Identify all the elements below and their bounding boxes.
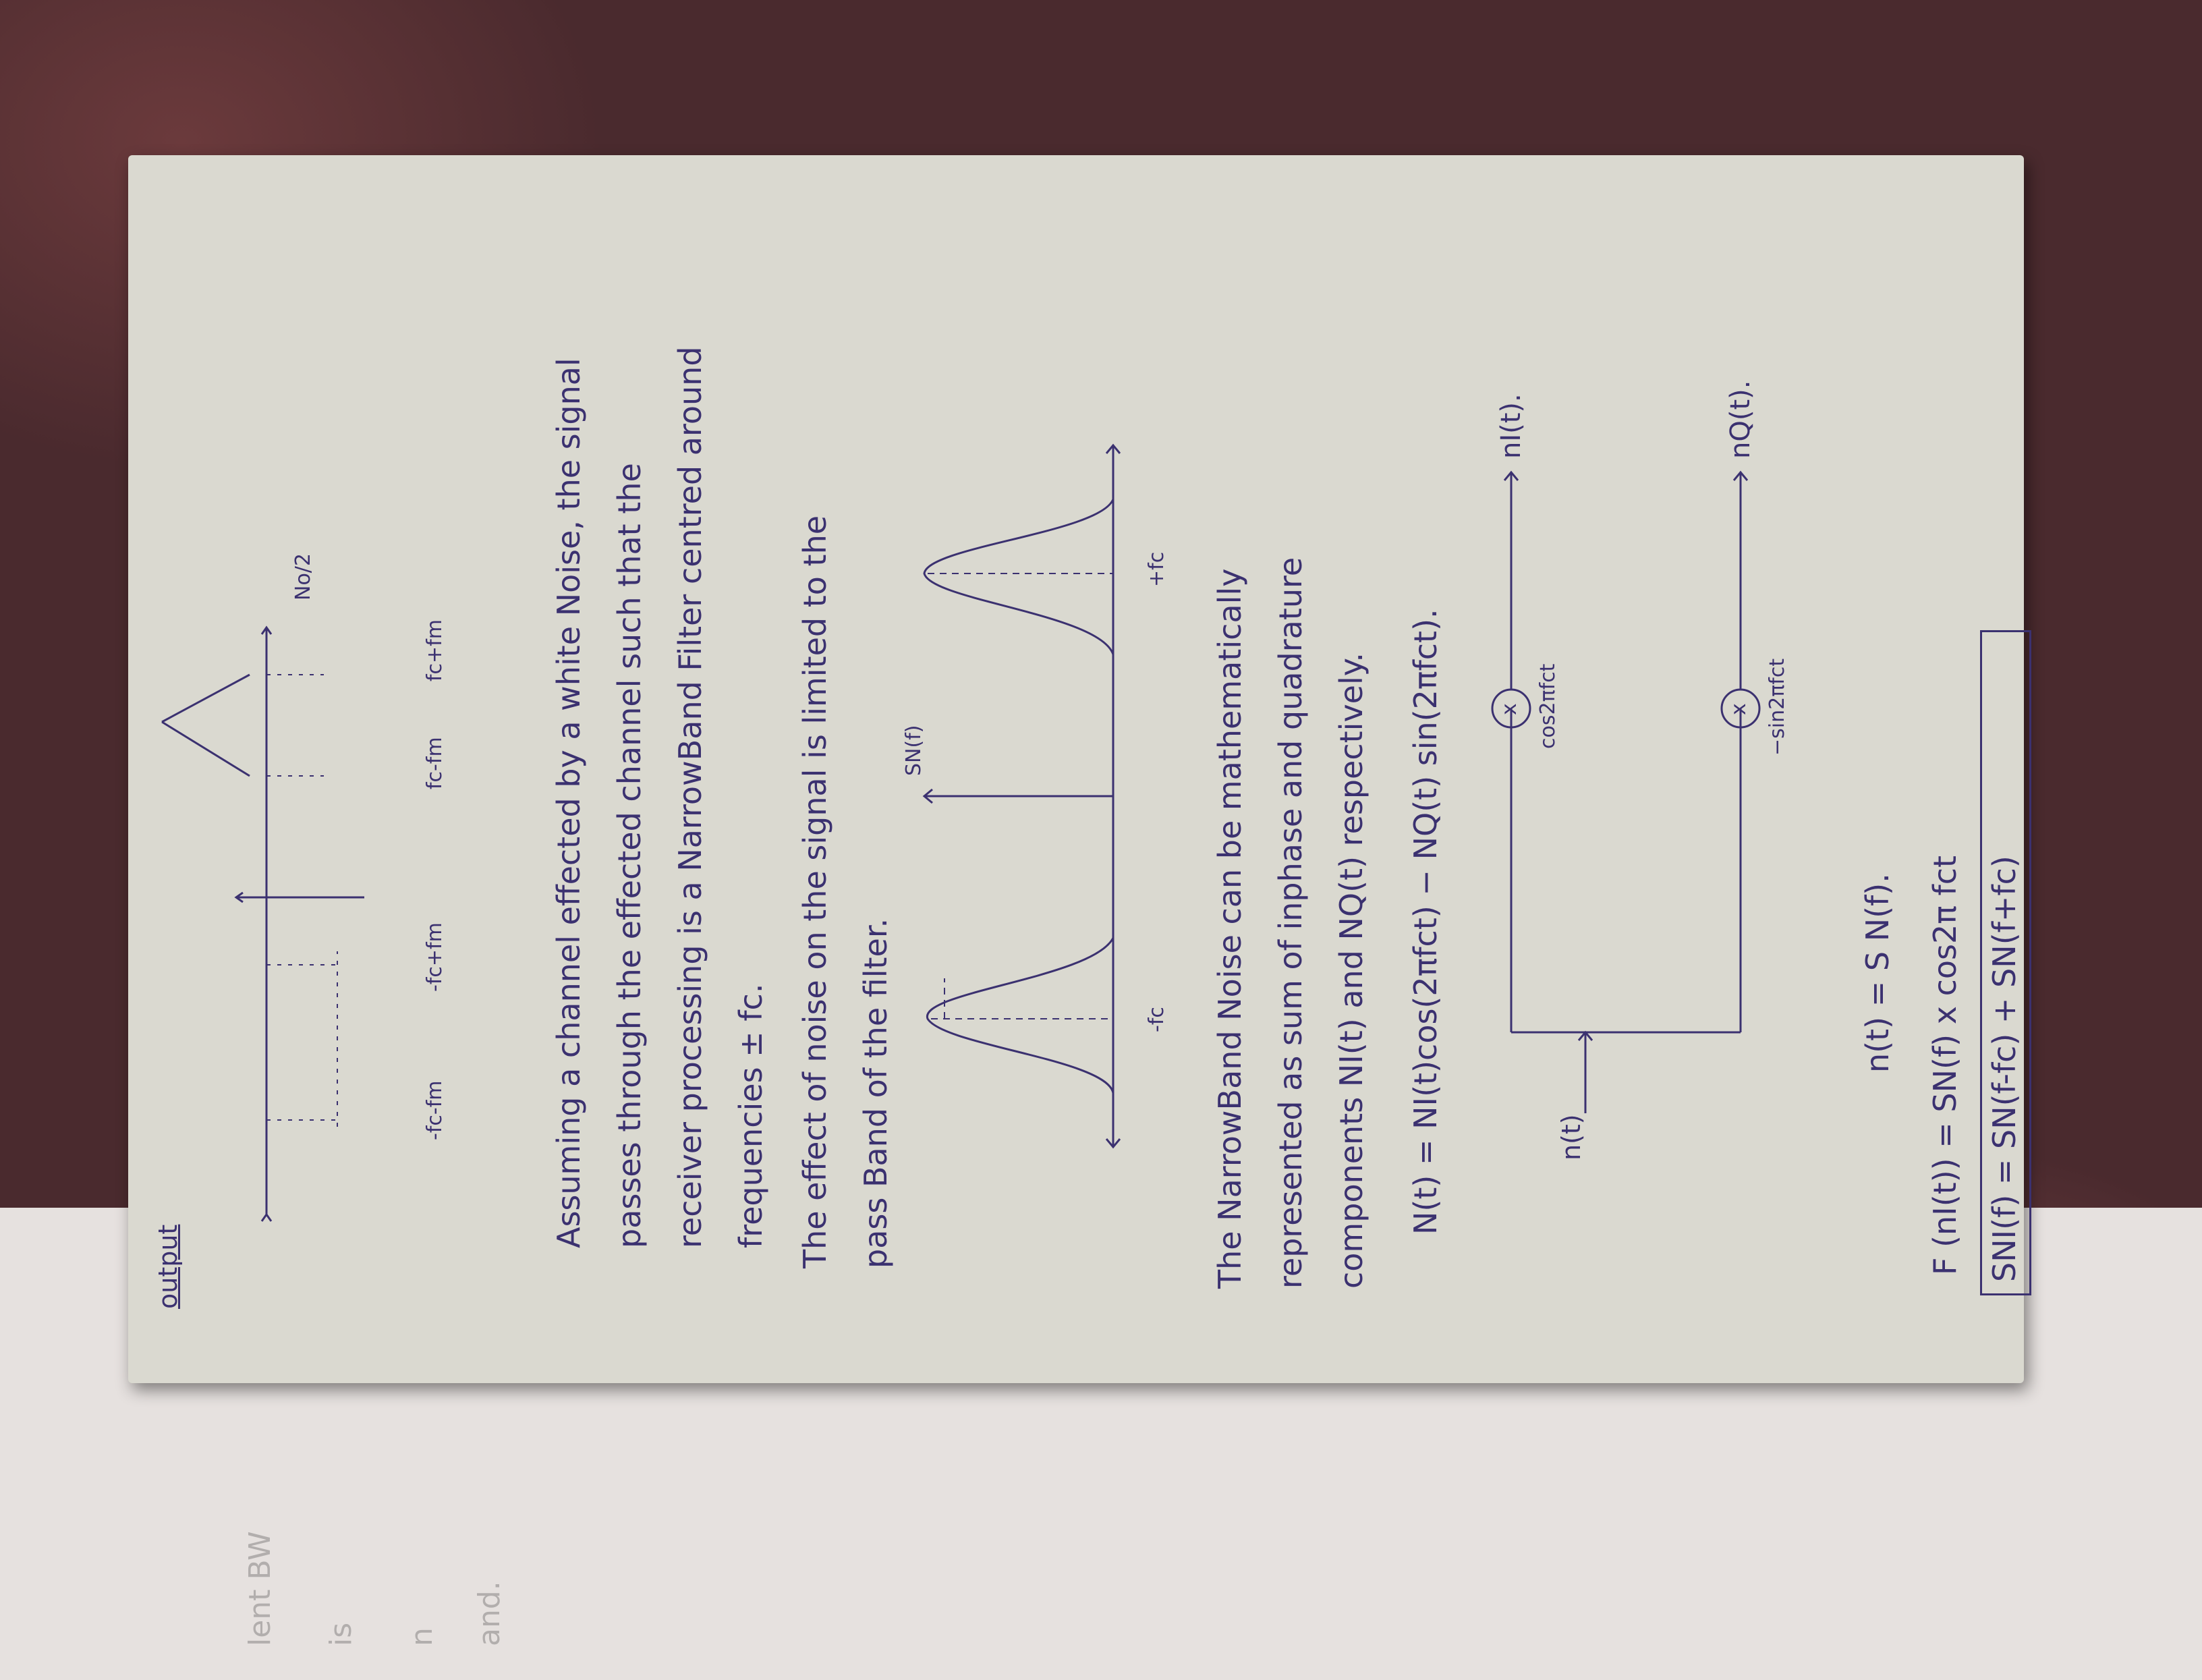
margin-text-3: is bbox=[324, 1622, 358, 1646]
block-diagram bbox=[135, 1309, 142, 1316]
paragraph1-line1: Assuming a channel effected by a white Noise, the signal bbox=[550, 358, 587, 1248]
equation-nt: n(t) = S N(f). bbox=[1859, 873, 1896, 1073]
psd-y-label: SN(f) bbox=[902, 725, 926, 776]
block-input: n(t) bbox=[1556, 1114, 1586, 1160]
equation-narrowband: N(t) = NI(t)cos(2πfct) − NQ(t) sin(2πfct). bbox=[1407, 609, 1444, 1235]
label-pos-high: fc+fm bbox=[423, 619, 447, 681]
label-neg-low: -fc-fm bbox=[423, 1080, 447, 1140]
margin-text-4: n bbox=[405, 1627, 439, 1646]
paragraph1-line4: frequencies ± fc. bbox=[733, 983, 769, 1248]
label-neg-high: -fc+fm bbox=[423, 922, 447, 992]
carrier2-label: −sin2πfct bbox=[1766, 658, 1789, 756]
peak-label: No/2 bbox=[291, 553, 315, 600]
output2-label: nQ(t). bbox=[1725, 380, 1756, 459]
mixer2-symbol: x bbox=[1727, 703, 1751, 715]
paragraph1-line2: passes through the effected channel such that the bbox=[611, 463, 648, 1248]
paragraph3-line3: components NI(t) and NQ(t) respectively. bbox=[1333, 652, 1370, 1289]
handwritten-notes bbox=[135, 101, 2023, 1316]
equation-fourier: F (nI(t)) = SN(f) x cos2π fct bbox=[1927, 855, 1963, 1275]
margin-text-2: and. bbox=[472, 1581, 507, 1646]
label-pos-low: fc-fm bbox=[423, 737, 447, 789]
margin-text-1: lent BW bbox=[243, 1531, 277, 1646]
output-heading: output bbox=[153, 1224, 183, 1309]
psd-neg-label: -fc bbox=[1145, 1007, 1168, 1032]
mixer1-symbol: x bbox=[1498, 703, 1521, 715]
carrier1-label: cos2πfct bbox=[1536, 663, 1560, 749]
paragraph2-line2: pass Band of the filter. bbox=[857, 918, 894, 1268]
paragraph3-line2: represented as sum of inphase and quadrature bbox=[1272, 557, 1309, 1289]
psd-pos-label: +fc bbox=[1145, 551, 1168, 587]
boxed-equation: SNI(f) = SN(f-fc) + SN(f+fc) bbox=[1986, 856, 2023, 1282]
output1-label: nI(t). bbox=[1496, 393, 1527, 459]
paragraph1-line3: receiver processing is a NarrowBand Filter centred around bbox=[672, 346, 708, 1248]
paragraph2-line1: The effect of noise on the signal is limited to the bbox=[797, 515, 833, 1268]
paragraph3-line1: The NarrowBand Noise can be mathematically bbox=[1212, 568, 1248, 1289]
